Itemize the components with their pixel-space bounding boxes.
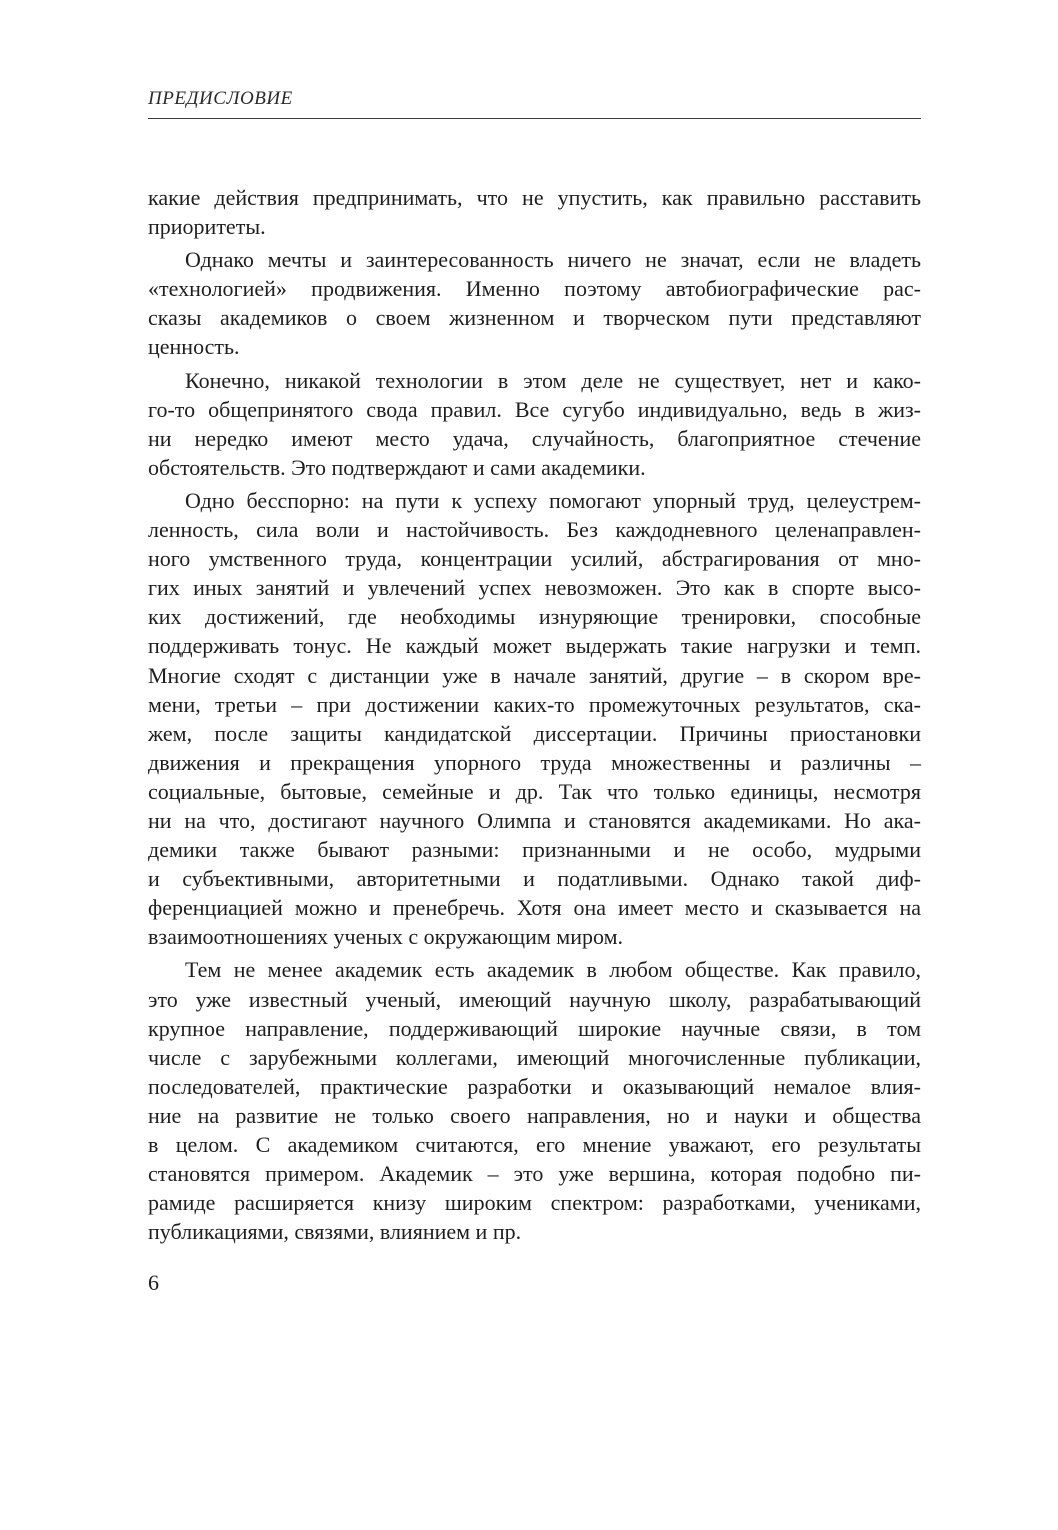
text-line: и субъективными, авторитетными и податливыми. Однако такой диф-	[148, 866, 921, 892]
paragraph	[148, 183, 921, 241]
text-line: движения и прекращения упорного труда множественны и различны –	[148, 749, 921, 775]
text-line: поддерживать тонус. Не каждый может выдержать такие нагрузки и темп.	[148, 633, 921, 659]
text-line: ценность.	[148, 334, 240, 360]
text-line: последователей, практические разработки и оказывающий немалое влия-	[148, 1073, 921, 1099]
text-line: мени, третьи – при достижении каких-то промежуточных результатов, ска-	[148, 691, 921, 717]
text-line: ни нередко имеют место удача, случайность, благоприятное стечение	[148, 425, 921, 451]
text-line: ного умственного труда, концентрации усилий, абстрагирования от мно-	[148, 546, 921, 572]
text-line: Одно бесспорно: на пути к успеху помогают упорный труд, целеустрем-	[185, 487, 921, 513]
text-line: Конечно, никакой технологии в этом деле не существует, нет и како-	[185, 367, 921, 393]
paragraph	[148, 486, 921, 952]
text-line: какие действия предпринимать, что не упустить, как правильно расставить	[148, 185, 921, 210]
text-line: ленность, сила воли и настойчивость. Без каждодневного целенаправлен-	[148, 517, 921, 543]
text-line: ких достижений, где необходимы изнуряющие тренировки, способные	[148, 604, 921, 630]
text-line: го-то общепринятого свода правил. Все сугубо индивидуально, ведь в жиз-	[148, 396, 921, 422]
body-text	[148, 183, 921, 1250]
text-line: ни на что, достигают научного Олимпа и становятся академиками. Но ака-	[148, 807, 921, 833]
text-line: ние на развитие не только своего направления, но и науки и общества	[148, 1102, 921, 1128]
text-line: приоритеты.	[148, 214, 266, 240]
text-line: жем, после защиты кандидатской диссертации. Причины приостановки	[148, 720, 921, 746]
text-line: это уже известный ученый, имеющий научную школу, разрабатывающий	[148, 986, 921, 1012]
text-line: «технологией» продвижения. Именно поэтому автобиографические рас-	[148, 276, 921, 302]
text-line: взаимоотношениях ученых с окружающим миром.	[148, 924, 623, 950]
text-line: ференциацией можно и пренебречь. Хотя она имеет место и сказывается на	[148, 895, 921, 921]
running-head: ПРЕДИСЛОВИЕ	[148, 88, 293, 109]
paragraph	[148, 245, 921, 361]
text-line: крупное направление, поддерживающий широкие научные связи, в том	[148, 1015, 921, 1041]
text-line: в целом. С академиком считаются, его мнение уважают, его результаты	[148, 1132, 921, 1157]
text-line: демики также бывают разными: признанными и не особо, мудрыми	[148, 837, 921, 863]
text-line: рамиде расширяется книзу широким спектром: разработками, учениками,	[148, 1190, 921, 1216]
text-line: Однако мечты и заинтересованность ничего не значат, если не владеть	[185, 247, 921, 273]
text-line: становятся примером. Академик – это уже вершина, которая подобно пи-	[148, 1161, 921, 1187]
text-line: Многие сходят с дистанции уже в начале занятий, другие – в скором вре-	[148, 662, 921, 688]
text-line: Тем не менее академик есть академик в любом обществе. Как правило,	[185, 957, 921, 983]
text-line: социальные, бытовые, семейные и др. Так что только единицы, несмотря	[148, 778, 921, 804]
text-line: гих иных занятий и увлечений успех невозможен. Это как в спорте высо-	[148, 575, 921, 601]
page-number: 6	[148, 1270, 159, 1295]
text-line: сказы академиков о своем жизненном и творческом пути представляют	[148, 305, 921, 331]
text-line: обстоятельств. Это подтверждают и сами академики.	[148, 454, 646, 480]
paragraph	[148, 366, 921, 482]
header-rule	[148, 118, 921, 119]
paragraph	[148, 955, 921, 1246]
text-line: числе с зарубежными коллегами, имеющий многочисленные публикации,	[148, 1044, 921, 1070]
text-line: публикациями, связями, влиянием и пр.	[148, 1219, 522, 1245]
